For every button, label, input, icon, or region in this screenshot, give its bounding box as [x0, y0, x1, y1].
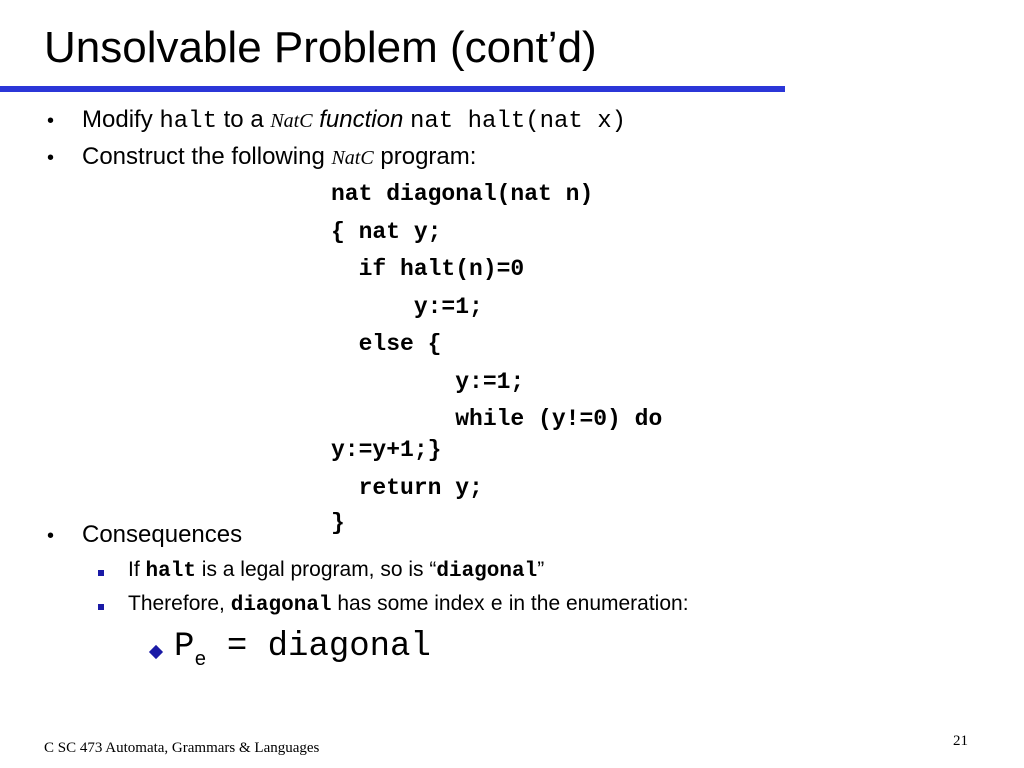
code-signature: nat halt(nat x)	[410, 108, 627, 135]
natc-label: NatC	[270, 110, 313, 132]
code-line: { nat y;	[331, 219, 442, 245]
square-bullet-icon	[98, 570, 104, 576]
text: ”	[537, 558, 545, 581]
bullet-modify-halt	[82, 106, 626, 135]
text: program:	[373, 143, 477, 170]
page-number: 21	[953, 733, 968, 749]
code-line: y:=1;	[331, 294, 483, 320]
natc-label: NatC	[331, 147, 374, 169]
text: Construct the following	[82, 143, 332, 170]
text: has some index	[331, 592, 491, 615]
code-diagonal: diagonal	[436, 560, 538, 583]
text: Consequences	[82, 521, 243, 548]
text: in the enumeration:	[502, 592, 689, 615]
text: If	[128, 558, 146, 581]
code-line: y:=y+1;}	[331, 437, 442, 463]
bullet-construct	[82, 143, 476, 171]
code-diagonal: diagonal	[230, 594, 332, 617]
text: to a	[216, 106, 271, 133]
square-bullet-icon	[98, 604, 104, 610]
bullet-dot: •	[47, 110, 55, 132]
bullet-consequences	[82, 521, 242, 549]
code-line: while (y!=0) do	[331, 406, 663, 432]
code-halt: halt	[159, 108, 217, 135]
bullet-dot: •	[47, 147, 55, 169]
text: is a legal program, so is “	[195, 558, 437, 581]
sub-bullet-therefore	[128, 592, 689, 617]
text-function: function	[312, 106, 410, 133]
code-line: }	[331, 510, 345, 536]
title-underline	[0, 86, 785, 92]
code-line: y:=1;	[331, 369, 525, 395]
text: Modify	[82, 106, 160, 133]
code-line: nat diagonal(nat n)	[331, 181, 594, 207]
footer-course: C SC 473 Automata, Grammars & Languages	[44, 740, 320, 756]
slide-title: Unsolvable Problem (cont’d)	[44, 23, 597, 72]
code-e: e	[490, 594, 503, 617]
formula-subscript-e: e	[194, 649, 207, 672]
text: Therefore,	[128, 592, 231, 615]
formula-rest: = diagonal	[206, 628, 431, 666]
formula-p: P	[174, 628, 195, 666]
formula-pe-diagonal	[174, 628, 431, 672]
code-line: else {	[331, 331, 442, 357]
bullet-dot: •	[47, 525, 55, 547]
sub-bullet-halt-legal	[128, 558, 544, 583]
code-line: return y;	[331, 475, 483, 501]
code-line: if halt(n)=0	[331, 256, 525, 282]
code-halt: halt	[145, 560, 196, 583]
diamond-bullet-icon	[149, 645, 163, 659]
